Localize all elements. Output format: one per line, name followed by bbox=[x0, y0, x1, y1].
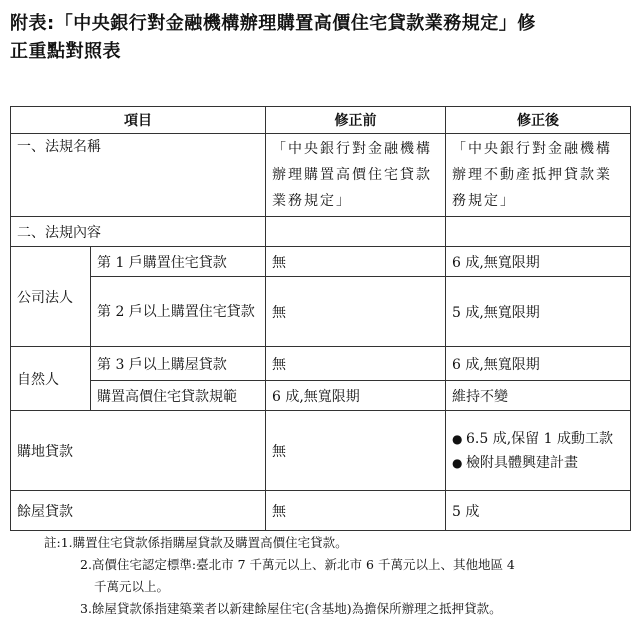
table-row bbox=[11, 411, 631, 491]
natural-before-2: 6 成,無寬限期 bbox=[266, 381, 446, 411]
company-item-1: 第 1 戶購置住宅貸款 bbox=[91, 247, 266, 277]
header-item: 項目 bbox=[11, 107, 266, 134]
footnote-prefix: 註: bbox=[44, 535, 61, 550]
natural-label: 自然人 bbox=[11, 347, 91, 411]
law-name-after: 「中央銀行對金融機構辦理不動產抵押貸款業務規定」 bbox=[446, 134, 631, 217]
company-after-2: 5 成,無寬限期 bbox=[446, 277, 631, 347]
table-header-row bbox=[11, 107, 631, 134]
table-row bbox=[11, 247, 631, 277]
company-after-1: 6 成,無寬限期 bbox=[446, 247, 631, 277]
comparison-table bbox=[10, 106, 631, 531]
footnote-2b: 千萬元以上。 bbox=[94, 579, 170, 594]
unsold-after: 5 成 bbox=[446, 491, 631, 531]
natural-item-2: 購置高價住宅貸款規範 bbox=[91, 381, 266, 411]
land-after-bullet-1: ● 6.5 成,保留 1 成動工款 bbox=[452, 427, 624, 451]
row-label-law-name: 一、法規名稱 bbox=[11, 134, 266, 217]
company-label: 公司法人 bbox=[11, 247, 91, 347]
land-label: 購地貸款 bbox=[11, 411, 266, 491]
table-row bbox=[11, 277, 631, 347]
footnote-3: 3.餘屋貸款係指建築業者以新建餘屋住宅(含基地)為擔保所辦理之抵押貸款。 bbox=[80, 601, 502, 616]
land-after bbox=[446, 411, 631, 491]
table-row bbox=[11, 491, 631, 531]
natural-after-2: 維持不變 bbox=[446, 381, 631, 411]
footnote-1-text: 1.購置住宅貸款係指購屋貸款及購置高價住宅貸款。 bbox=[60, 535, 348, 550]
table-row bbox=[11, 134, 631, 217]
title-line-1: 附表:「中央銀行對金融機構辦理購置高價住宅貸款業務規定」修 bbox=[10, 13, 536, 34]
company-before-2: 無 bbox=[266, 277, 446, 347]
empty-cell bbox=[266, 217, 446, 247]
title-line-2: 正重點對照表 bbox=[10, 41, 121, 62]
header-before: 修正前 bbox=[266, 107, 446, 134]
footnote-2a: 2.高價住宅認定標準:臺北市 7 千萬元以上、新北市 6 千萬元以上、其他地區 4 bbox=[80, 557, 515, 572]
natural-item-1: 第 3 戶以上購屋貸款 bbox=[91, 347, 266, 381]
unsold-label: 餘屋貸款 bbox=[11, 491, 266, 531]
unsold-before: 無 bbox=[266, 491, 446, 531]
footnotes bbox=[44, 532, 634, 620]
empty-cell bbox=[446, 217, 631, 247]
company-item-2: 第 2 戶以上購置住宅貸款 bbox=[91, 277, 266, 347]
company-before-1: 無 bbox=[266, 247, 446, 277]
document-title bbox=[10, 10, 630, 66]
land-after-bullet-2: ● 檢附具體興建計畫 bbox=[452, 451, 624, 475]
table-row bbox=[11, 347, 631, 381]
header-after: 修正後 bbox=[446, 107, 631, 134]
table-row bbox=[11, 217, 631, 247]
table-row bbox=[11, 381, 631, 411]
natural-before-1: 無 bbox=[266, 347, 446, 381]
natural-after-1: 6 成,無寬限期 bbox=[446, 347, 631, 381]
land-before: 無 bbox=[266, 411, 446, 491]
law-name-before: 「中央銀行對金融機構辦理購置高價住宅貸款業務規定」 bbox=[266, 134, 446, 217]
footnote-1 bbox=[44, 532, 634, 554]
row-label-law-content: 二、法規內容 bbox=[11, 217, 266, 247]
